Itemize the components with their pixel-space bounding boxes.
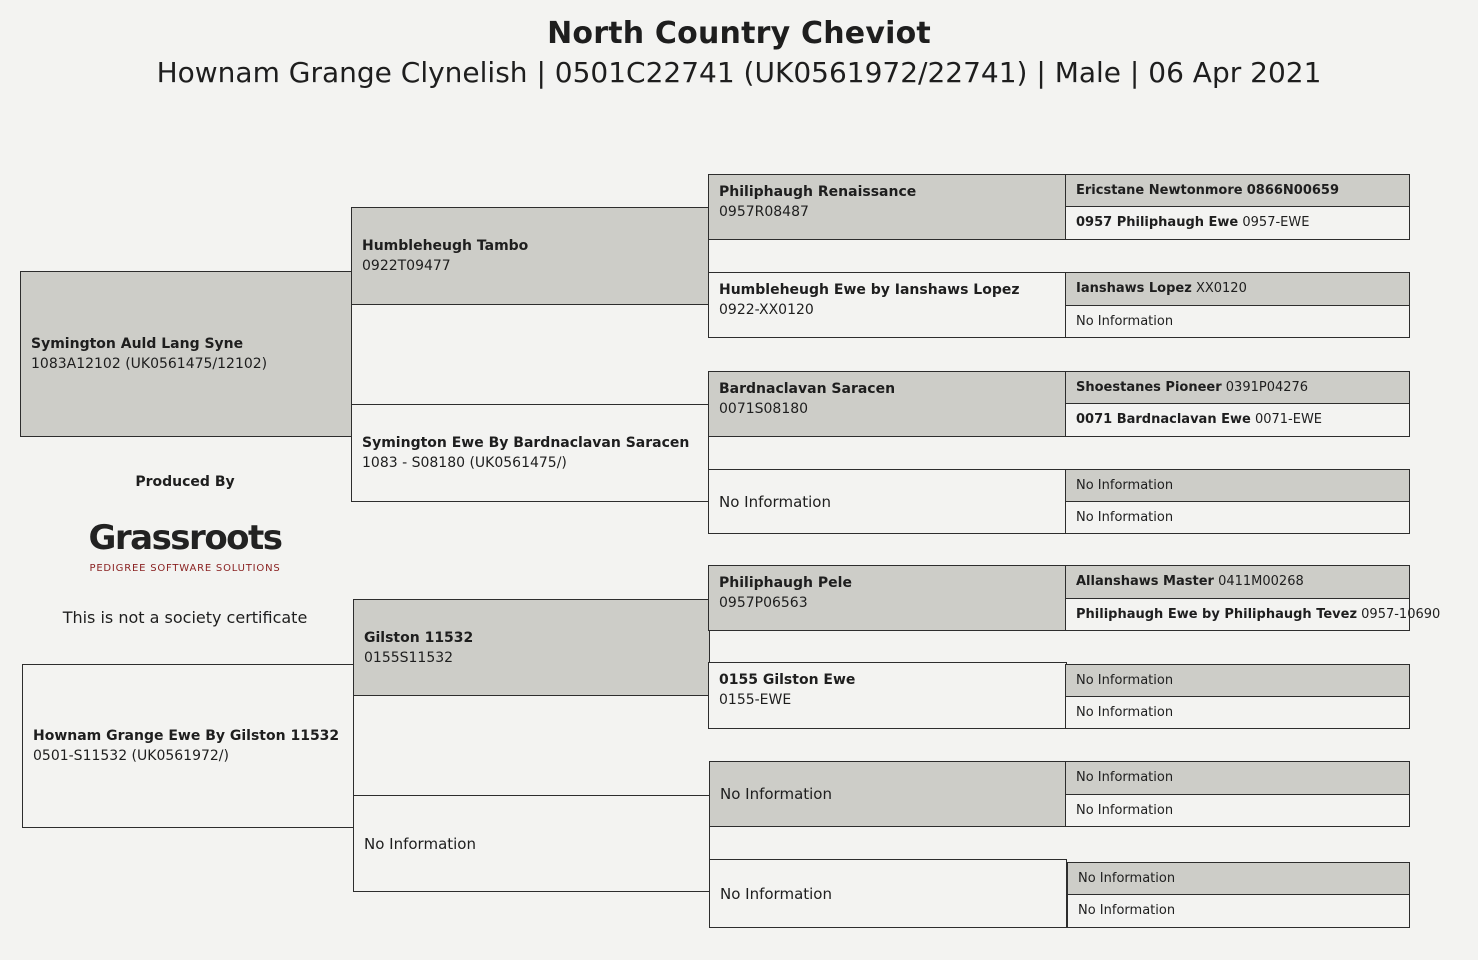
gen4-box-13 xyxy=(1065,761,1410,795)
dam-box xyxy=(22,664,354,828)
gen3-box-5 xyxy=(708,565,1067,631)
gen4-box-9 xyxy=(1065,565,1410,599)
gen2-box-4 xyxy=(353,795,710,892)
gen4-no-info: No Information xyxy=(1076,509,1174,525)
gen2-box-1 xyxy=(351,207,709,305)
gen4-entry: Ericstane Newtonmore 0866N00659 xyxy=(1076,182,1340,198)
gen3-box-6 xyxy=(708,662,1067,729)
dam-name: Hownam Grange Ewe By Gilston 11532 xyxy=(33,728,340,744)
gen3-box-4 xyxy=(708,469,1067,534)
gen4-entry: Allanshaws Master 0411M00268 xyxy=(1076,574,1304,589)
sire-reg: 1083A12102 (UK0561475/12102) xyxy=(31,356,268,372)
gen3-box-8 xyxy=(709,859,1067,928)
sire-name: Symington Auld Lang Syne xyxy=(31,336,244,352)
gen2-name: Gilston 11532 xyxy=(364,629,474,646)
gen4-box-2 xyxy=(1065,206,1410,240)
sire-box xyxy=(20,271,352,437)
gen3-box-3 xyxy=(708,371,1067,437)
gen2-reg: 1083 - S08180 (UK0561475/) xyxy=(362,455,567,471)
gen4-box-6 xyxy=(1065,403,1410,437)
gen3-reg: 0071S08180 xyxy=(719,401,809,417)
gen4-box-1 xyxy=(1065,174,1410,207)
gen2-no-info: No Information xyxy=(364,834,476,853)
gen4-no-info: No Information xyxy=(1076,770,1174,785)
gen4-box-10 xyxy=(1065,598,1441,631)
gen4-entry: 0071 Bardnaclavan Ewe 0071-EWE xyxy=(1076,412,1323,427)
gen4-box-3 xyxy=(1065,272,1410,306)
gen3-box-7 xyxy=(709,761,1067,827)
gen3-name: 0155 Gilston Ewe xyxy=(719,672,856,688)
gen2-name: Symington Ewe By Bardnaclavan Saracen xyxy=(362,435,690,451)
gen4-no-info: No Information xyxy=(1078,903,1176,918)
gen4-no-info: No Information xyxy=(1076,477,1174,493)
gen4-box-11 xyxy=(1065,664,1410,697)
gen4-no-info: No Information xyxy=(1076,313,1174,329)
gen4-box-5 xyxy=(1065,371,1410,404)
gen3-no-info: No Information xyxy=(719,492,831,511)
gen3-name: Philiphaugh Renaissance xyxy=(719,184,917,200)
gen4-no-info: No Information xyxy=(1078,870,1176,886)
gen3-reg: 0957P06563 xyxy=(719,595,808,611)
gen4-box-16 xyxy=(1067,894,1410,928)
gen4-box-8 xyxy=(1065,501,1410,534)
gen4-entry: Philiphaugh Ewe by Philiphaugh Tevez 0957-10690 xyxy=(1076,606,1441,622)
logo-tagline: PEDIGREE SOFTWARE SOLUTIONS xyxy=(89,563,281,574)
gen2-reg: 0922T09477 xyxy=(362,258,451,274)
gen2-name: Humbleheugh Tambo xyxy=(362,238,529,254)
gen3-name: Philiphaugh Pele xyxy=(719,575,852,591)
gen3-no-info: No Information xyxy=(720,785,832,803)
gen4-entry: Ianshaws Lopez XX0120 xyxy=(1076,281,1247,296)
gen4-box-4 xyxy=(1065,305,1410,338)
gen2-box-3 xyxy=(353,599,710,696)
gen4-box-14 xyxy=(1065,794,1410,827)
gen4-box-12 xyxy=(1065,696,1410,729)
gen4-no-info: No Information xyxy=(1076,704,1174,720)
gen4-no-info: No Information xyxy=(1076,802,1174,818)
chart-title: North Country Cheviot xyxy=(547,16,931,51)
dam-reg: 0501-S11532 (UK0561972/) xyxy=(33,748,229,764)
gen3-box-2 xyxy=(708,272,1067,338)
gen3-box-1 xyxy=(708,174,1067,240)
gen3-reg: 0957R08487 xyxy=(719,204,809,220)
disclaimer-text: This is not a society certificate xyxy=(62,608,308,627)
gen4-entry: Shoestanes Pioneer 0391P04276 xyxy=(1076,379,1309,395)
gen3-no-info: No Information xyxy=(720,884,832,903)
gen2-box-2 xyxy=(351,404,709,502)
gen2-reg: 0155S11532 xyxy=(364,649,454,666)
gen4-entry: 0957 Philiphaugh Ewe 0957-EWE xyxy=(1076,215,1310,230)
gen3-name: Humbleheugh Ewe by Ianshaws Lopez xyxy=(719,282,1020,298)
produced-by-label: Produced By xyxy=(135,474,235,490)
gen3-name: Bardnaclavan Saracen xyxy=(719,381,896,397)
gen4-box-15 xyxy=(1067,862,1410,895)
gen4-no-info: No Information xyxy=(1076,672,1174,688)
gen3-reg: 0922-XX0120 xyxy=(719,302,814,318)
animal-summary: Hownam Grange Clynelish | 0501C22741 (UK0561972/22741) | Male | 06 Apr 2021 xyxy=(156,56,1322,89)
grassroots-logo: Grassroots xyxy=(88,518,282,558)
gen3-reg: 0155-EWE xyxy=(719,692,792,708)
gen4-box-7 xyxy=(1065,469,1410,502)
